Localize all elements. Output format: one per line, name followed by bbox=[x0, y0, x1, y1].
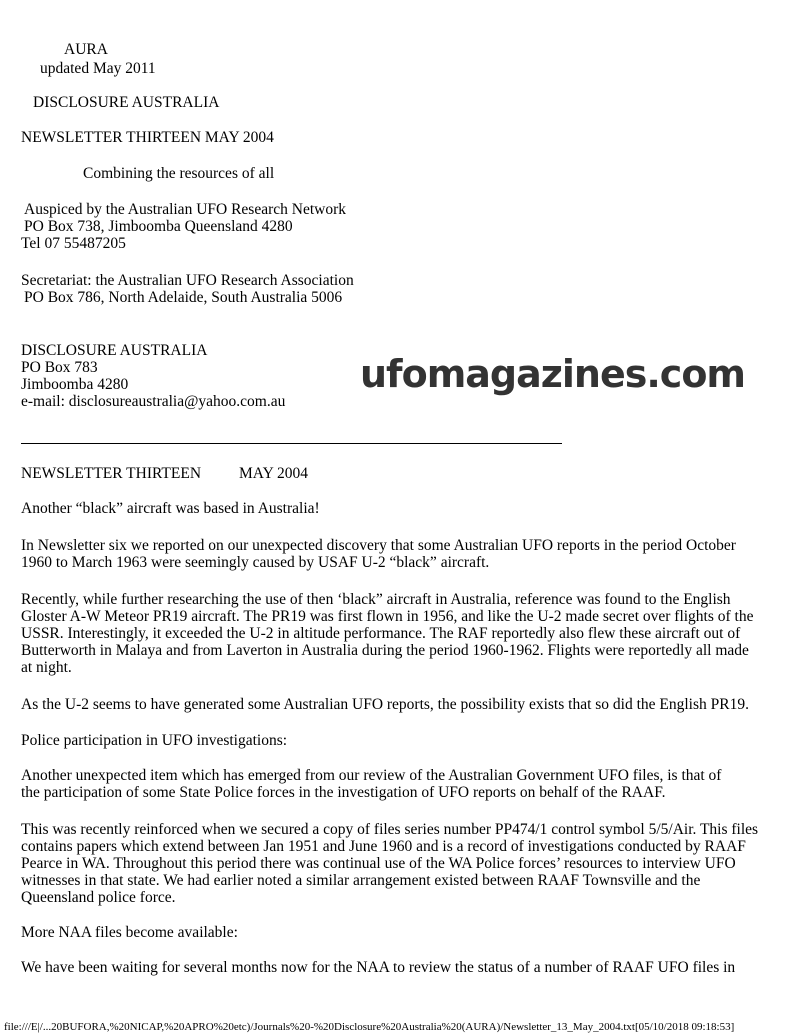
paragraph-line: Another unexpected item which has emerged from our review of the Australian Government UFO files, is that of bbox=[21, 767, 722, 784]
paragraph-line: Queensland police force. bbox=[21, 889, 176, 906]
contact-line: Jimboomba 4280 bbox=[21, 376, 129, 393]
paragraph bbox=[21, 537, 736, 571]
paragraph: As the U-2 seems to have generated some Australian UFO reports, the possibility exists that so did the English PR19. bbox=[21, 696, 749, 713]
auspice-block bbox=[21, 201, 346, 252]
paragraph bbox=[21, 767, 721, 801]
heading-black-aircraft: Another “black” aircraft was based in Australia! bbox=[21, 500, 320, 517]
tagline: Combining the resources of all bbox=[83, 165, 275, 182]
paragraph-line: Recently, while further researching the use of then ‘black” aircraft in Australia, reference was found to the English bbox=[21, 591, 731, 608]
contact-line: DISCLOSURE AUSTRALIA bbox=[21, 342, 208, 359]
paragraph-line: contains papers which extend between Jan 1951 and June 1960 and is a record of investigations conducted by RAAF bbox=[21, 838, 746, 855]
paragraph-line: the participation of some State Police forces in the investigation of UFO reports on behalf of the RAAF. bbox=[21, 784, 666, 801]
paragraph-line: This was recently reinforced when we secured a copy of files series number PP474/1 control symbol 5/5/Air. This files bbox=[21, 821, 759, 838]
auspice-line: PO Box 738, Jimboomba Queensland 4280 bbox=[24, 218, 293, 235]
doc-title: DISCLOSURE AUSTRALIA bbox=[33, 94, 220, 111]
paragraph-line: Pearce in WA. Throughout this period there was continual use of the WA Police forces’ resources to interview UFO bbox=[21, 855, 736, 872]
issue-heading bbox=[21, 465, 308, 482]
contact-email: e-mail: disclosureaustralia@yahoo.com.au bbox=[21, 393, 286, 410]
heading-police: Police participation in UFO investigations: bbox=[21, 732, 288, 749]
divider bbox=[21, 443, 562, 444]
paragraph: We have been waiting for several months now for the NAA to review the status of a number of RAAF UFO files in bbox=[21, 959, 736, 976]
org-name: AURA bbox=[64, 41, 108, 58]
paragraph-line: Gloster A-W Meteor PR19 aircraft. The PR19 was first flown in 1956, and like the U-2 made secret over flights of the bbox=[21, 608, 754, 625]
paragraph bbox=[21, 821, 758, 906]
auspice-line: Tel 07 55487205 bbox=[21, 235, 126, 252]
auspice-line: Auspiced by the Australian UFO Research Network bbox=[24, 201, 346, 218]
secretariat-block bbox=[21, 272, 354, 306]
paragraph-line: Butterworth in Malaya and from Laverton in Australia during the period 1960-1962. Flights were reportedly all made bbox=[21, 642, 749, 659]
secretariat-line: PO Box 786, North Adelaide, South Australia 5006 bbox=[24, 289, 343, 306]
paragraph-line: In Newsletter six we reported on our unexpected discovery that some Australian UFO reports in the period October bbox=[21, 537, 736, 554]
issue-name: NEWSLETTER THIRTEEN bbox=[21, 465, 202, 482]
secretariat-line: Secretariat: the Australian UFO Research Association bbox=[21, 272, 354, 289]
contact-block bbox=[21, 342, 285, 410]
paragraph-line: 1960 to March 1963 were seemingly caused by USAF U-2 “black” aircraft. bbox=[21, 554, 490, 571]
updated-note: updated May 2011 bbox=[40, 60, 156, 77]
issue-date: MAY 2004 bbox=[239, 465, 309, 482]
newsletter-title: NEWSLETTER THIRTEEN MAY 2004 bbox=[21, 129, 274, 146]
contact-line: PO Box 783 bbox=[21, 359, 98, 376]
paragraph-line: witnesses in that state. We had earlier noted a similar arrangement existed between RAAF Townsville and the bbox=[21, 872, 701, 889]
paragraph bbox=[21, 591, 754, 676]
watermark-logo: ufomagazines.com bbox=[360, 352, 746, 396]
file-path-footer: file:///E|/...20BUFORA,%20NICAP,%20APRO%20etc)/Journals%20-%20Disclosure%20Australia%20(AURA)/Newsletter_13_May_2004.txt[05/10/2018 09:18:53] bbox=[4, 1021, 735, 1033]
heading-naa-files: More NAA files become available: bbox=[21, 924, 238, 941]
paragraph-line: at night. bbox=[21, 659, 72, 676]
paragraph-line: USSR. Interestingly, it exceeded the U-2 in altitude performance. The RAF reportedly also flew these aircraft out of bbox=[21, 625, 741, 642]
